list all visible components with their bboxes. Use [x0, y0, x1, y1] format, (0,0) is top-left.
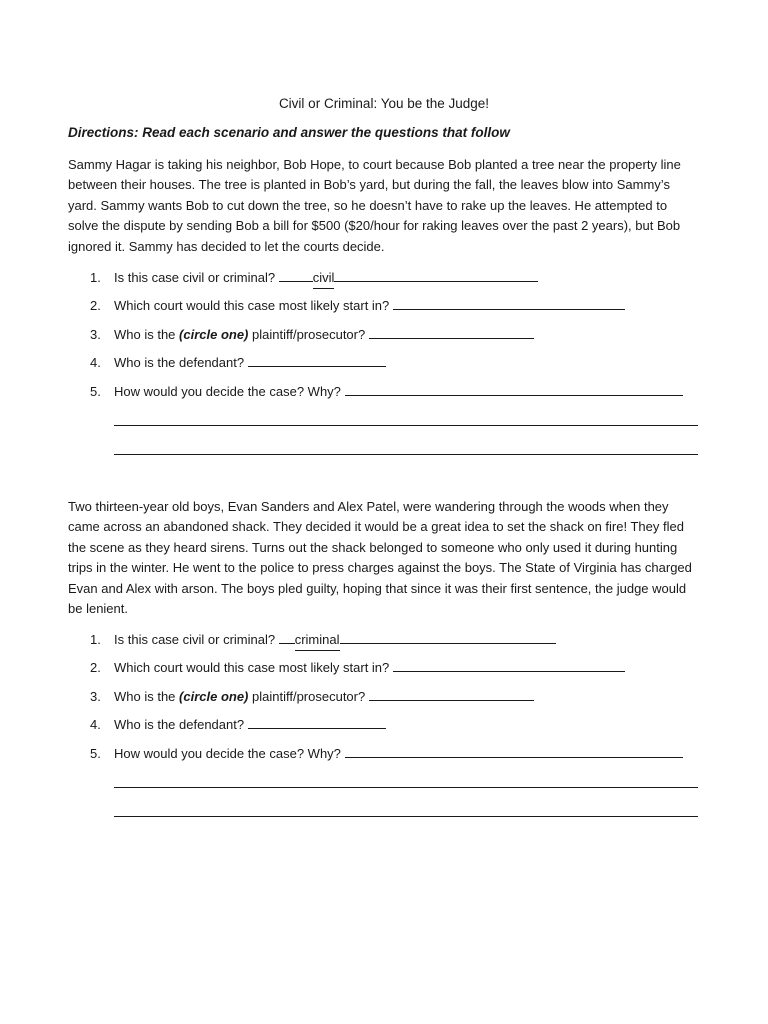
answer-blank[interactable]: [248, 714, 386, 729]
question-3: 3. Who is the (circle one) plaintiff/prosecutor?: [90, 686, 683, 714]
scenario-2-text: Two thirteen-year old boys, Evan Sanders and Alex Patel, were wandering through the woods when they came across an abandoned shack. They decided it would be a great idea to set the shack on fire! They fled the scene as they heard sirens. Turns out the shack belonged to someone who only used it during hunting trips in the winter. He went to the police to press charges against the boys. The State of Virginia has charged Evan and Alex with arson. The boys pled guilty, hoping that since it was their first sentence, the judge would be lenient.: [68, 499, 692, 617]
answer-line[interactable]: [114, 425, 698, 426]
answer-blank-pre[interactable]: [279, 267, 313, 282]
question-5: 5. How would you decide the case? Why?: [90, 381, 683, 409]
answer-blank[interactable]: [369, 324, 534, 339]
scenario-1-text: Sammy Hagar is taking his neighbor, Bob Hope, to court because Bob planted a tree near the property line between their houses. The tree is planted in Bob’s yard, but during the fall, the leaves blow into Sammy’s yard. Sammy wants Bob to cut down the tree, so he doesn’t have to rake up the leaves. He attempted to solve the dispute by sending Bob a bill for $500 ($20/hour for raking leaves over the past 2 years), but Bob ignored it. Sammy has decided to let the courts decide.: [68, 157, 681, 254]
answer-1-text[interactable]: criminal: [295, 630, 340, 651]
question-4: 4. Who is the defendant?: [90, 714, 683, 742]
question-2: 2. Which court would this case most likely start in?: [90, 295, 683, 323]
page-title: Civil or Criminal: You be the Judge!: [278, 96, 490, 111]
question-1: 1. Is this case civil or criminal? civil: [90, 267, 683, 295]
answer-line[interactable]: [114, 454, 698, 455]
scenario-2-questions: [90, 629, 683, 771]
directions: Directions: Read each scenario and answer the questions that follow: [68, 125, 510, 140]
question-4: 4. Who is the defendant?: [90, 352, 683, 380]
answer-line[interactable]: [114, 787, 698, 788]
question-5: 5. How would you decide the case? Why?: [90, 743, 683, 771]
answer-blank[interactable]: [248, 352, 386, 367]
answer-blank[interactable]: [345, 743, 683, 758]
answer-blank[interactable]: [369, 686, 534, 701]
answer-blank-pre[interactable]: [279, 629, 295, 644]
question-1: 1. Is this case civil or criminal? criminal: [90, 629, 683, 657]
question-2: 2. Which court would this case most likely start in?: [90, 657, 683, 685]
answer-blank-post[interactable]: [334, 267, 538, 282]
answer-1-text[interactable]: civil: [313, 268, 335, 289]
answer-blank[interactable]: [345, 381, 683, 396]
answer-blank[interactable]: [393, 657, 625, 672]
scenario-1-questions: [90, 267, 683, 409]
question-3: 3. Who is the (circle one) plaintiff/prosecutor?: [90, 324, 683, 352]
answer-line[interactable]: [114, 816, 698, 817]
answer-blank[interactable]: [393, 295, 625, 310]
answer-blank-post[interactable]: [340, 629, 556, 644]
